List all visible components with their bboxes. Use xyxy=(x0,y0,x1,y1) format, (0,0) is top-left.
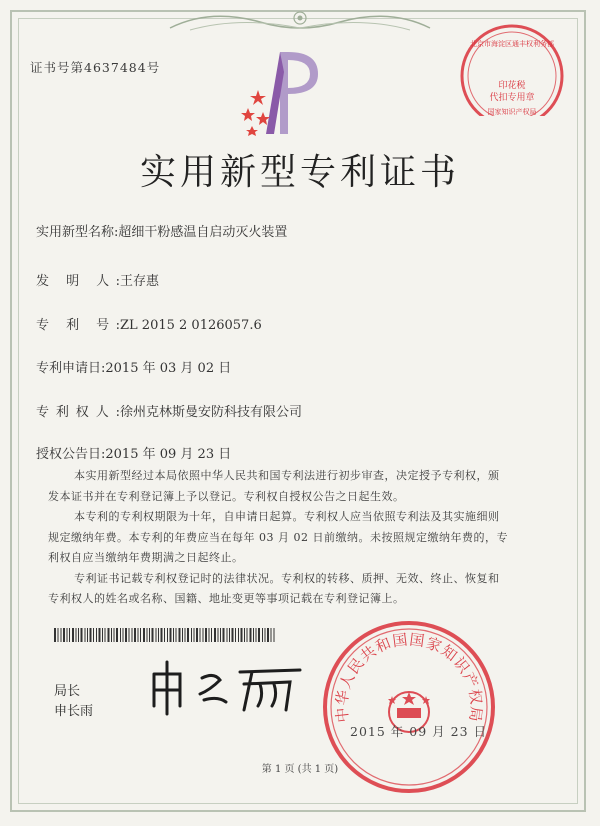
barcode-bar xyxy=(63,628,65,642)
barcode-bar xyxy=(81,628,83,642)
filing-date-label: 专利申请日: xyxy=(36,361,106,376)
barcode-bar xyxy=(179,628,181,642)
barcode-bar xyxy=(158,628,159,642)
barcode-bar xyxy=(211,628,212,642)
barcode-bar xyxy=(76,628,77,642)
certificate-title: 实用新型专利证书 xyxy=(139,152,460,193)
barcode-bar xyxy=(108,628,110,642)
barcode-bar xyxy=(129,628,130,642)
barcode-bar xyxy=(220,628,221,642)
barcode-bar xyxy=(72,628,74,642)
owner-value: 徐州克林斯曼安防科技有限公司 xyxy=(120,405,303,420)
barcode-bar xyxy=(194,628,195,642)
seal-date: 2015 年 09 月 23 日 xyxy=(350,724,487,739)
patent-no-label: 专 利 号: xyxy=(36,318,120,333)
barcode-bar xyxy=(164,628,165,642)
barcode-icon xyxy=(54,628,276,642)
barcode-bar xyxy=(69,628,70,642)
barcode-bar xyxy=(99,628,101,642)
barcode-bar xyxy=(200,628,201,642)
barcode-bar xyxy=(58,628,59,642)
cert-no-label: 证书号第 xyxy=(30,60,85,75)
barcode-bar xyxy=(120,628,121,642)
barcode-bar xyxy=(209,628,210,642)
field-patentee xyxy=(36,401,302,420)
barcode-bar xyxy=(67,628,68,642)
barcode-bar xyxy=(125,628,127,642)
field-announcement-date xyxy=(36,443,231,462)
director-title: 局长 xyxy=(54,684,81,699)
barcode-bar xyxy=(262,628,263,642)
barcode-bar xyxy=(85,628,86,642)
barcode-bar xyxy=(196,628,198,642)
announce-value: 2015 年 09 月 23 日 xyxy=(105,447,232,462)
barcode-bar xyxy=(156,628,157,642)
cert-no-value: 4637484 xyxy=(84,60,147,75)
barcode-bar xyxy=(90,628,92,642)
barcode-bar xyxy=(54,628,56,642)
barcode-bar xyxy=(182,628,183,642)
barcode-bar xyxy=(256,628,257,642)
name-value: 超细干粉感温自启动灭火装置 xyxy=(118,225,288,240)
certificate-body xyxy=(48,466,508,610)
name-label: 实用新型名称: xyxy=(36,225,119,240)
barcode-bar xyxy=(191,628,192,642)
handwritten-signature-icon xyxy=(140,650,310,720)
barcode-bar xyxy=(274,628,275,642)
top-ornament-icon xyxy=(150,6,450,36)
barcode-bar xyxy=(258,628,260,642)
certificate-number xyxy=(30,58,160,76)
barcode-bar xyxy=(105,628,106,642)
barcode-bar xyxy=(61,628,62,642)
inventor-value: 王存惠 xyxy=(120,274,160,289)
barcode-bar xyxy=(205,628,207,642)
barcode-bar xyxy=(114,628,115,642)
body-paragraph-1: 本实用新型经过本局依照中华人民共和国专利法进行初步审查，决定授予专利权，颁发本证书并在专利登记簿上予以登记。专利权自授权公告之日起生效。 xyxy=(48,469,500,503)
barcode-bar xyxy=(167,628,168,642)
barcode-bar xyxy=(111,628,112,642)
cert-no-suffix: 号 xyxy=(146,60,161,75)
barcode-bar xyxy=(176,628,177,642)
filing-date-value: 2015 年 03 月 02 日 xyxy=(105,361,232,376)
barcode-bar xyxy=(140,628,141,642)
corner-seal-sub2: 代扣专用章 xyxy=(489,93,535,103)
barcode-bar xyxy=(241,628,243,642)
field-inventor xyxy=(36,270,159,289)
inventor-label: 发 明 人: xyxy=(36,274,120,289)
barcode-bar xyxy=(267,628,269,642)
corner-seal-icon xyxy=(452,16,582,116)
barcode-bar xyxy=(96,628,97,642)
barcode-bar xyxy=(102,628,103,642)
barcode-bar xyxy=(238,628,239,642)
barcode-bar xyxy=(187,628,189,642)
barcode-bar xyxy=(87,628,88,642)
seal-main-text: 中华人民共和国国家知识产权局 xyxy=(332,630,486,724)
barcode-bar xyxy=(93,628,94,642)
barcode-bar xyxy=(152,628,154,642)
barcode-bar xyxy=(244,628,245,642)
barcode-bar xyxy=(218,628,219,642)
barcode-bar xyxy=(229,628,230,642)
field-patent-number xyxy=(36,314,262,333)
barcode-bar xyxy=(247,628,248,642)
patent-no-value: ZL 2015 2 0126057.6 xyxy=(120,318,262,333)
barcode-bar xyxy=(253,628,254,642)
corner-seal-ring-text: 北京市海淀区通丰权利务部 xyxy=(470,40,554,48)
field-utility-model-name xyxy=(36,221,287,240)
owner-label: 专利权人: xyxy=(36,405,120,420)
barcode-bar xyxy=(123,628,124,642)
barcode-bar xyxy=(271,628,272,642)
barcode-bar xyxy=(170,628,172,642)
barcode-bar xyxy=(149,628,150,642)
barcode-bar xyxy=(265,628,266,642)
barcode-bar xyxy=(161,628,163,642)
barcode-bar xyxy=(147,628,148,642)
barcode-bar xyxy=(116,628,118,642)
barcode-bar xyxy=(185,628,186,642)
barcode-bar xyxy=(203,628,204,642)
barcode-bar xyxy=(227,628,228,642)
body-paragraph-3: 专利证书记载专利权登记时的法律状况。专利权的转移、质押、无效、终止、恢复和专利权人的姓名或名称、国籍、地址变更等事项记载在专利登记簿上。 xyxy=(48,571,500,605)
barcode-bar xyxy=(78,628,79,642)
page-number: 第 1 页 (共 1 页) xyxy=(261,764,339,775)
barcode-bar xyxy=(138,628,139,642)
corner-seal-sub1: 印花税 xyxy=(498,81,526,91)
barcode-bar xyxy=(214,628,216,642)
barcode-bar xyxy=(235,628,236,642)
announce-label: 授权公告日: xyxy=(36,447,106,462)
corner-seal-bottom-text: 国家知识产权局 xyxy=(487,108,537,116)
director-name: 申长雨 xyxy=(54,704,94,719)
barcode-bar xyxy=(143,628,145,642)
barcode-bar xyxy=(232,628,234,642)
body-paragraph-2: 本专利的专利权期限为十年，自申请日起算。专利权人应当依照专利法及其实施细则规定缴纳年费。本专利的年费应当在每年 03 月 02 日前缴纳。未按照规定缴纳年费的，专利权自应当缴纳年费期满之日起终止。 xyxy=(48,510,508,564)
barcode-bar xyxy=(173,628,174,642)
barcode-bar xyxy=(223,628,225,642)
barcode-bar xyxy=(134,628,136,642)
sipo-logo-icon xyxy=(230,42,340,142)
field-filing-date xyxy=(36,357,231,376)
barcode-bar xyxy=(132,628,133,642)
barcode-bar xyxy=(250,628,252,642)
